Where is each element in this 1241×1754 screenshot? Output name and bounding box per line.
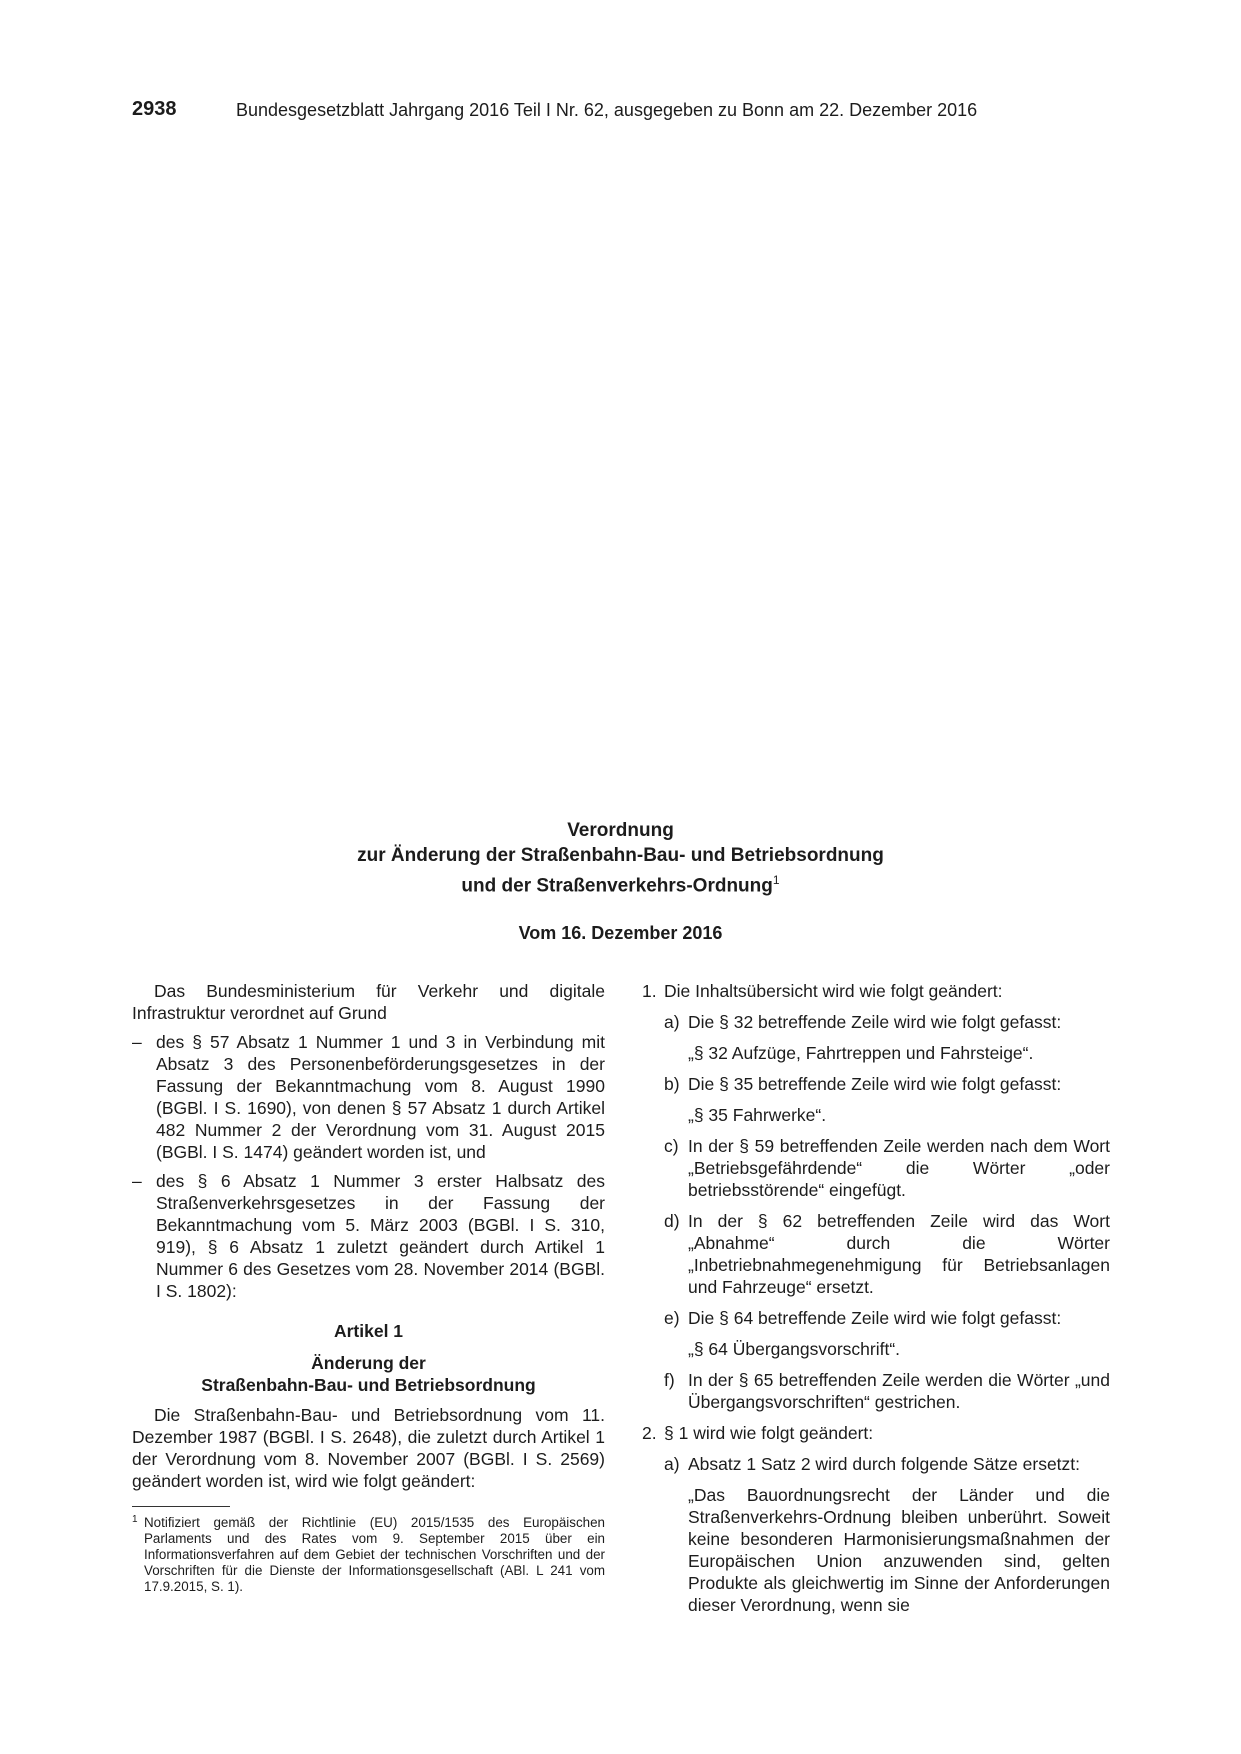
replacement-text-quote: „Das Bauordnungsrecht der Länder und die Straßenverkehrs-Ordnung bleiben unberührt. Soweit keine besonderen Harmonisierungsmaßnahmen der Europäischen Union anzuwenden sind, gelten Produkte als gleichwertig im Sinne der Anforderungen dieser Verordnung, wenn sie (688, 1485, 1110, 1615)
publication-line: Bundesgesetzblatt Jahrgang 2016 Teil I Nr. 62, ausgegeben zu Bonn am 22. Dezember 2016 (236, 100, 978, 120)
item-text: Die Inhaltsübersicht wird wie folgt geändert: (664, 981, 1003, 1001)
sub-item-text: Die § 35 betreffende Zeile wird wie folgt gefasst: (688, 1074, 1062, 1094)
article-number: Artikel 1 (333, 1321, 404, 1341)
legal-basis-item (132, 1170, 605, 1302)
sub-item-quote: „§ 32 Aufzüge, Fahrtreppen und Fahrsteige“. (688, 1043, 1034, 1063)
footnote-divider (132, 1506, 230, 1507)
article-title-line-1: Änderung der (311, 1353, 426, 1373)
footnote-text: Notifiziert gemäß der Richtlinie (EU) 2015/1535 des Europäischen Parlaments und des Rates vom 9. September 2015 über ein Informationsverfahren auf dem Gebiet der technischen Vorschriften und der Vorschriften für die Dienste der Informationsgesellschaft (ABl. L 241 vom 17.9.2015, S. 1). (144, 1515, 605, 1594)
sub-item-f (642, 1369, 1110, 1413)
sub-item-quote: „§ 35 Fahrwerke“. (688, 1105, 827, 1125)
sub-item-e (642, 1307, 1110, 1329)
sub-item-2a (642, 1453, 1110, 1475)
legal-basis-text: des § 6 Absatz 1 Nummer 3 erster Halbsatz des Straßenverkehrsgesetzes in der Fassung der Bekanntmachung vom 5. März 2003 (BGBl. I S. 310, 919), § 6 Absatz 1 zuletzt geändert durch Artikel 1 Nummer 6 des Gesetzes vom 28. November 2014 (BGBl. I S. 1802): (156, 1171, 605, 1301)
sub-item-letter: f) (664, 1370, 675, 1390)
sub-item-text: Die § 32 betreffende Zeile wird wie folgt gefasst: (688, 1012, 1062, 1032)
title-line-3 (0, 868, 1241, 898)
title-line-2: zur Änderung der Straßenbahn-Bau- und Betriebsordnung (357, 845, 884, 866)
title-line-1: Verordnung (567, 820, 674, 841)
sub-item-text: In der § 62 betreffenden Zeile wird das Wort „Abnahme“ durch die Wörter „Inbetriebnahmegenehmigung für Betriebsanlagen und Fahrzeuge“ ersetzt. (688, 1211, 1110, 1297)
sub-item-letter: c) (664, 1136, 679, 1156)
sub-item-text: Die § 64 betreffende Zeile wird wie folgt gefasst: (688, 1308, 1062, 1328)
sub-item-quote: „§ 64 Übergangsvorschrift“. (688, 1339, 901, 1359)
amendment-item-1 (642, 980, 1110, 1002)
sub-item-text: Absatz 1 Satz 2 wird durch folgende Sätze ersetzt: (688, 1454, 1081, 1474)
dash-marker: – (132, 1171, 142, 1191)
sub-item-d (642, 1210, 1110, 1298)
sub-item-c (642, 1135, 1110, 1201)
page-number: 2938 (132, 98, 177, 120)
intro-paragraph: Das Bundesministerium für Verkehr und digitale Infrastruktur verordnet auf Grund (132, 981, 605, 1023)
sub-item-letter: a) (664, 1454, 680, 1474)
article-body: Die Straßenbahn-Bau- und Betriebsordnung vom 11. Dezember 1987 (BGBl. I S. 2648), die zuletzt durch Artikel 1 der Verordnung vom 8. November 2007 (BGBl. I S. 2569) geändert worden ist, wird wie folgt geändert: (132, 1405, 605, 1491)
sub-item-letter: d) (664, 1211, 680, 1231)
sub-item-letter: a) (664, 1012, 680, 1032)
title-block (0, 818, 1241, 944)
right-column (642, 980, 1110, 1616)
sub-item-b (642, 1073, 1110, 1095)
sub-item-text: In der § 59 betreffenden Zeile werden nach dem Wort „Betriebsgefährdende“ die Wörter „oder betriebsstörende“ eingefügt. (688, 1136, 1110, 1200)
sub-item-text: In der § 65 betreffenden Zeile werden die Wörter „und Übergangsvorschriften“ gestrichen. (688, 1370, 1110, 1412)
footnote-reference: 1 (772, 873, 780, 887)
title-line-3-text: und der Straßenverkehrs-Ordnung (461, 875, 773, 897)
left-column (132, 980, 605, 1595)
legal-basis-text: des § 57 Absatz 1 Nummer 1 und 3 in Verbindung mit Absatz 3 des Personenbeförderungsgesetzes in der Fassung der Bekanntmachung vom 8. August 1990 (BGBl. I S. 1690), von denen § 57 Absatz 1 durch Artikel 482 Nummer 2 der Verordnung vom 31. August 2015 (BGBl. I S. 1474) geändert worden ist, und (156, 1032, 605, 1162)
item-text: § 1 wird wie folgt geändert: (664, 1423, 874, 1443)
dash-marker: – (132, 1032, 142, 1052)
sub-item-a (642, 1011, 1110, 1033)
page-header (132, 98, 978, 121)
article-title-line-2: Straßenbahn-Bau- und Betriebsordnung (201, 1375, 536, 1395)
legal-basis-item (132, 1031, 605, 1163)
item-number: 1. (642, 981, 657, 1001)
amendment-item-2 (642, 1422, 1110, 1444)
footnote (132, 1515, 605, 1595)
footnote-mark: 1 (132, 1514, 138, 1525)
item-number: 2. (642, 1423, 657, 1443)
date-line: Vom 16. Dezember 2016 (518, 923, 723, 944)
sub-item-letter: b) (664, 1074, 680, 1094)
sub-item-letter: e) (664, 1308, 680, 1328)
